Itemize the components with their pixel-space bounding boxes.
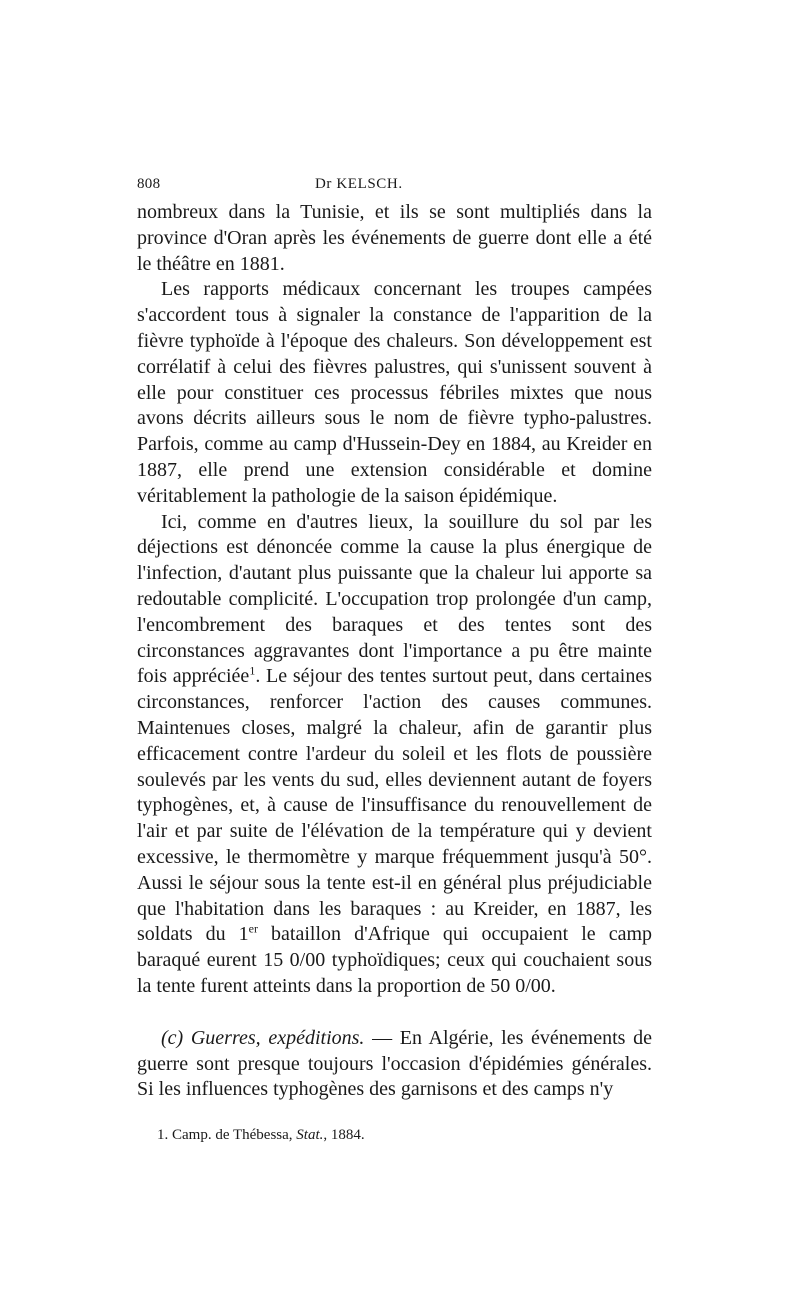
footnote-text: Camp. de Thébessa,: [168, 1127, 297, 1144]
paragraph-text: Ici, comme en d'autres lieux, la souillure du sol par les déjections est dénoncée comme la cause la plus énergique de l'infection, d'autant plus puissante que la chaleur lui apporte sa redoutable complicité. L'occupation trop prolongée d'un camp, l'encombrement des baraques et des tentes sont des circonstances aggravantes dont l'importance a pu être mainte fois appréciée: [137, 510, 652, 688]
footnote-reference: 1: [249, 663, 256, 678]
footnote-source: Stat.: [296, 1127, 324, 1144]
paragraph-text: nombreux dans la Tunisie, et ils se sont multipliés dans la province d'Oran après les événements de guerre dont elle a été le théâtre en 1881.: [137, 201, 652, 275]
paragraph-text: bataillon d'Afrique qui occupaient le camp baraqué eurent 15 0/00 typhoïdiques; ceux qui couchaient sous la tente furent atteints dans la proportion de 50 0/00.: [137, 923, 653, 997]
section-heading: (c) Guerres, expéditions.: [161, 1026, 365, 1049]
paragraph: [137, 277, 652, 509]
footnote-number: 1.: [157, 1127, 169, 1144]
running-title: Dr KELSCH.: [315, 176, 403, 192]
footnote: [137, 1125, 652, 1145]
section-paragraph: [137, 1026, 652, 1103]
paragraph-text: — En Algérie, les événements de guerre sont presque toujours l'occasion d'épidémies générales. Si les influences typhogènes des garnisons et des camps n'y: [137, 1026, 652, 1101]
ordinal-superscript: er: [248, 921, 258, 936]
paragraph-continued: [137, 200, 652, 277]
footnote-text: , 1884.: [323, 1127, 365, 1144]
paragraph-text: . Le séjour des tentes surtout peut, dans certaines circonstances, renforcer l'action des causes communes. Maintenues closes, malgré la chaleur, afin de garantir plus efficacement contre l'ardeur du soleil et les flots de poussière soulevés par les vents du sud, elles deviennent autant de foyers typhogènes, et, à cause de l'insuffisance du renouvellement de l'air et par suite de l'élévation de la température qui y devient excessive, le thermomètre y marque fréquemment jusqu'à 50°. Aussi le séjour sous la tente est-il en général plus préjudiciable que l'habitation dans les baraques : au Kreider, en 1887, les soldats du 1: [137, 665, 652, 946]
paragraph-text: Les rapports médicaux concernant les troupes campées s'accordent tous à signaler la constance de l'apparition de la fièvre typhoïde à l'époque des chaleurs. Son développement est corrélatif à celui des fièvres palustres, qui s'unissent souvent à elle pour constituer ces processus fébriles mixtes que nous avons décrits ailleurs sous le nom de fièvre typho-palustres. Parfois, comme au camp d'Hussein-Dey en 1884, au Kreider en 1887, elle prend une extension considérable et domine véritablement la pathologie de la saison épidémique.: [137, 278, 652, 507]
body-text: [137, 200, 652, 1103]
page-number: 808: [137, 176, 161, 192]
running-header: [137, 172, 652, 200]
document-page: [137, 172, 652, 1145]
paragraph: [137, 510, 652, 1000]
